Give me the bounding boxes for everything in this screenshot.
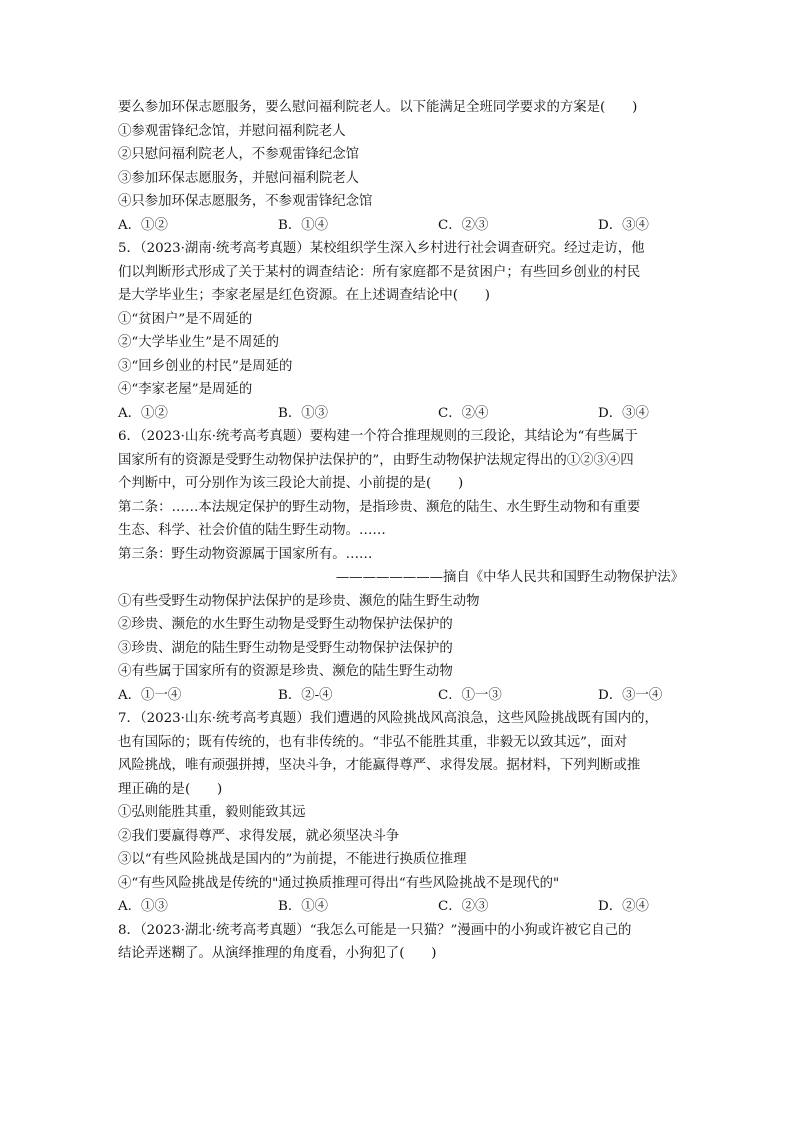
- question-7-option-a[interactable]: A．①③: [118, 899, 168, 914]
- question-4-option-d[interactable]: D．③④: [598, 217, 649, 233]
- question-7-stem-line-1: 7．（2023·山东·统考高考真题）我们遭遇的风险挑战风高浪急，这些风险挑战既有国内的，: [118, 711, 658, 726]
- question-5-item-4: ④“李家老屋”是周延的: [118, 382, 253, 397]
- question-5-item-1: ①“贫困户”是不周延的: [118, 311, 253, 327]
- question-7-item-2: ②我们要赢得尊严、求得发展，就必须坚决斗争: [118, 828, 400, 844]
- question-6-source: ————————摘自《中华人民共和国野生动物保护法》: [335, 570, 684, 585]
- question-7-options: [118, 895, 684, 919]
- question-6-material-line-1: 第二条：……本法规定保护的野生动物，是指珍贵、濒危的陆生、水生野生动物和有重要: [118, 499, 641, 515]
- question-7-item-4: ④“有些风险挑战是传统的"通过换质推理可得出“有些风险挑战不是现代的": [118, 875, 560, 891]
- question-7-option-b[interactable]: B．①④: [278, 899, 329, 914]
- question-6-material-line-3: 第三条：野生动物资源属于国家所有。……: [118, 546, 373, 562]
- question-4-option-b[interactable]: B．①④: [278, 217, 329, 233]
- question-7-stem-line-4: 理正确的是( ): [118, 781, 223, 797]
- question-5-option-b[interactable]: B．①③: [278, 405, 329, 421]
- question-4-option-c[interactable]: C．②③: [438, 217, 489, 233]
- question-6-item-4: ④有些属于国家所有的资源是珍贵、濒危的陆生野生动物: [118, 664, 453, 679]
- question-4-stem-tail: 要么参加环保志愿服务，要么慰问福利院老人。以下能满足全班同学要求的方案是( ): [118, 100, 638, 115]
- question-6-option-c[interactable]: C．①一③: [438, 687, 502, 703]
- question-8-stem-line-1: 8．（2023·湖北·统考高考真题）“我怎么可能是一只猫？”漫画中的小狗或许被它自己的: [118, 922, 632, 938]
- question-4-item-3: ③参加环保志愿服务，并慰问福利院老人: [118, 170, 360, 186]
- question-6-option-a[interactable]: A．①一④: [118, 687, 182, 703]
- question-6-item-3: ③珍贵、湖危的陆生野生动物是受野生动物保护法保护的: [118, 640, 453, 656]
- question-4-item-4: ④只参加环保志愿服务，不参观雷锋纪念馆: [118, 194, 373, 209]
- question-5-option-a[interactable]: A．①②: [118, 405, 168, 421]
- question-5-item-2: ②“大学毕业生”是不周延的: [118, 335, 279, 350]
- exam-page: [118, 96, 684, 966]
- question-6-stem-line-1: 6．（2023·山东·统考高考真题）要构建一个符合推理规则的三段论，其结论为“有些属于: [118, 429, 638, 444]
- question-8: [118, 919, 684, 966]
- question-4-options: [118, 214, 684, 238]
- question-6-options: [118, 684, 684, 708]
- question-6-stem-line-3: 个判断中，可分别作为该三段论大前提、小前提的是( ): [118, 476, 464, 491]
- question-8-stem-line-2: 结论弄迷糊了。从演绎推理的角度看，小狗犯了( ): [118, 946, 437, 961]
- question-6-stem-line-2: 国家所有的资源是受野生动物保护法保护的”，由野生动物保护法规定得出的①②③④四: [118, 452, 634, 468]
- question-6-item-2: ②珍贵、濒危的水生野生动物是受野生动物保护法保护的: [118, 617, 453, 632]
- question-4-option-a[interactable]: A．①②: [118, 217, 168, 233]
- question-5-stem-line-3: 是大学毕业生；李家老屋是红色资源。在上述调查结论中( ): [118, 288, 490, 303]
- question-7-option-c[interactable]: C．②③: [438, 899, 489, 914]
- question-5-options: [118, 402, 684, 426]
- question-6-option-b[interactable]: B．②-④: [278, 687, 333, 703]
- question-6-option-d[interactable]: D．③一④: [598, 687, 663, 703]
- question-7: [118, 707, 684, 919]
- question-7-stem-line-3: 风险挑战，唯有顽强拼搏，坚决斗争，才能赢得尊严、求得发展。据材料，下列判断或推: [118, 758, 641, 773]
- question-7-option-d[interactable]: D．②④: [598, 899, 649, 914]
- question-4: [118, 96, 684, 237]
- question-5-item-3: ③“回乡创业的村民”是周延的: [118, 358, 293, 374]
- question-4-item-1: ①参观雷锋纪念馆，并慰问福利院老人: [118, 123, 346, 139]
- question-5-option-d[interactable]: D．③④: [598, 405, 649, 421]
- question-7-item-1: ①弘则能胜其重，毅则能致其远: [118, 805, 306, 820]
- question-7-item-3: ③以“有些风险挑战是国内的”为前提，不能进行换质位推理: [118, 852, 467, 867]
- question-4-item-2: ②只慰问福利院老人，不参观雷锋纪念馆: [118, 147, 360, 162]
- question-5-option-c[interactable]: C．②④: [438, 405, 489, 421]
- question-6: [118, 425, 684, 707]
- question-7-stem-line-2: 也有国际的；既有传统的，也有非传统的。“非弘不能胜其重，非毅无以致其远”，面对: [118, 734, 628, 750]
- question-5-stem-line-1: 5．（2023·湖南·统考高考真题）某校组织学生深入乡村进行社会调查研究。经过走访，他: [118, 241, 645, 256]
- question-5-stem-line-2: 们以判断形式形成了关于某村的调查结论：所有家庭都不是贫困户；有些回乡创业的村民: [118, 264, 641, 280]
- question-6-item-1: ①有些受野生动物保护法保护的是珍贵、濒危的陆生野生动物: [118, 593, 480, 609]
- question-5: [118, 237, 684, 425]
- question-6-material-line-2: 生态、科学、社会价值的陆生野生动物。……: [118, 523, 386, 538]
